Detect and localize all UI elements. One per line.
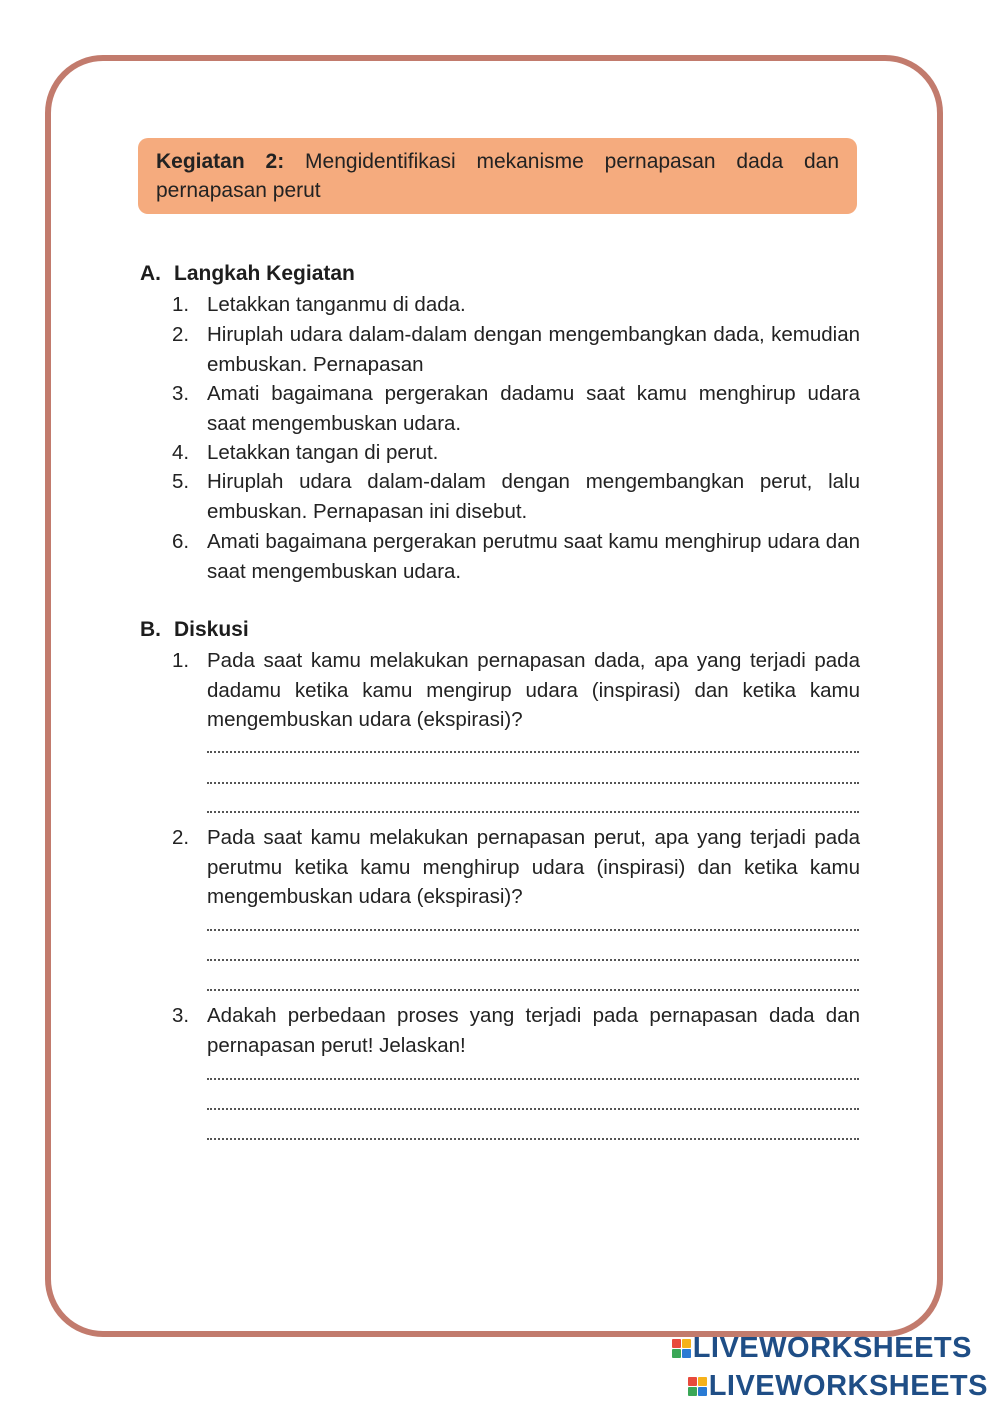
question-number: 2. xyxy=(172,826,190,849)
question-item xyxy=(172,1001,860,1060)
activity-header xyxy=(138,138,857,214)
liveworksheets-logo xyxy=(672,1332,972,1365)
section-b-letter: B. xyxy=(140,618,161,641)
step-text: Hiruplah udara dalam-dalam dengan mengembangkan perut, lalu embuskan. Pernapasan ini disebut. xyxy=(207,470,860,523)
answer-line[interactable] xyxy=(207,989,859,991)
answer-line[interactable] xyxy=(207,782,859,784)
question-text: Adakah perbedaan proses yang terjadi pada pernapasan dada dan pernapasan perut! Jelaskan! xyxy=(207,1004,860,1057)
question-item xyxy=(172,646,860,735)
answer-line[interactable] xyxy=(207,1078,859,1080)
answer-line[interactable] xyxy=(207,929,859,931)
question-text: Pada saat kamu melakukan pernapasan perut, apa yang terjadi pada perutmu ketika kamu menghirup udara (inspirasi) dan ketika kamu mengembuskan udara (ekspirasi)? xyxy=(207,826,860,908)
answer-line[interactable] xyxy=(207,1108,859,1110)
question-text: Pada saat kamu melakukan pernapasan dada, apa yang terjadi pada dadamu ketika kamu mengirup udara (inspirasi) dan ketika kamu mengembuskan udara (ekspirasi)? xyxy=(207,649,860,731)
section-a-title xyxy=(140,262,355,286)
step-number: 3. xyxy=(172,382,190,405)
step-item xyxy=(172,379,860,438)
question-item xyxy=(172,823,860,912)
step-text: Amati bagaimana pergerakan perutmu saat kamu menghirup udara dan saat mengembuskan udara. xyxy=(207,530,860,583)
step-number: 1. xyxy=(172,293,190,316)
section-b-heading: Diskusi xyxy=(174,618,249,641)
activity-title: Mengidentifikasi mekanisme pernapasan dada dan pernapasan perut xyxy=(156,150,840,202)
step-text: Letakkan tanganmu di dada. xyxy=(207,293,466,316)
step-number: 6. xyxy=(172,530,190,553)
question-number: 3. xyxy=(172,1004,190,1027)
step-item xyxy=(172,527,860,586)
liveworksheets-logo xyxy=(688,1370,988,1403)
answer-line[interactable] xyxy=(207,811,859,813)
step-number: 5. xyxy=(172,470,190,493)
section-a-heading: Langkah Kegiatan xyxy=(174,262,355,285)
step-number: 2. xyxy=(172,323,190,346)
liveworksheets-mark-icon xyxy=(672,1339,691,1358)
answer-line[interactable] xyxy=(207,959,859,961)
liveworksheets-mark-icon xyxy=(688,1377,707,1396)
section-b-title xyxy=(140,618,249,642)
step-item xyxy=(172,320,860,379)
step-item xyxy=(172,438,860,468)
step-text: Amati bagaimana pergerakan dadamu saat kamu menghirup udara saat mengembuskan udara. xyxy=(207,382,860,435)
step-text: Hiruplah udara dalam-dalam dengan mengembangkan dada, kemudian embuskan. Pernapasan xyxy=(207,323,860,376)
step-item xyxy=(172,290,860,320)
answer-line[interactable] xyxy=(207,1138,859,1140)
answer-line[interactable] xyxy=(207,751,859,753)
activity-label: Kegiatan 2: xyxy=(156,150,285,173)
step-text: Letakkan tangan di perut. xyxy=(207,441,439,464)
step-number: 4. xyxy=(172,441,190,464)
question-number: 1. xyxy=(172,649,190,672)
brand-name: LIVEWORKSHEETS xyxy=(692,1332,972,1364)
section-a-letter: A. xyxy=(140,262,161,285)
brand-name: LIVEWORKSHEETS xyxy=(708,1370,988,1402)
step-item xyxy=(172,467,860,526)
